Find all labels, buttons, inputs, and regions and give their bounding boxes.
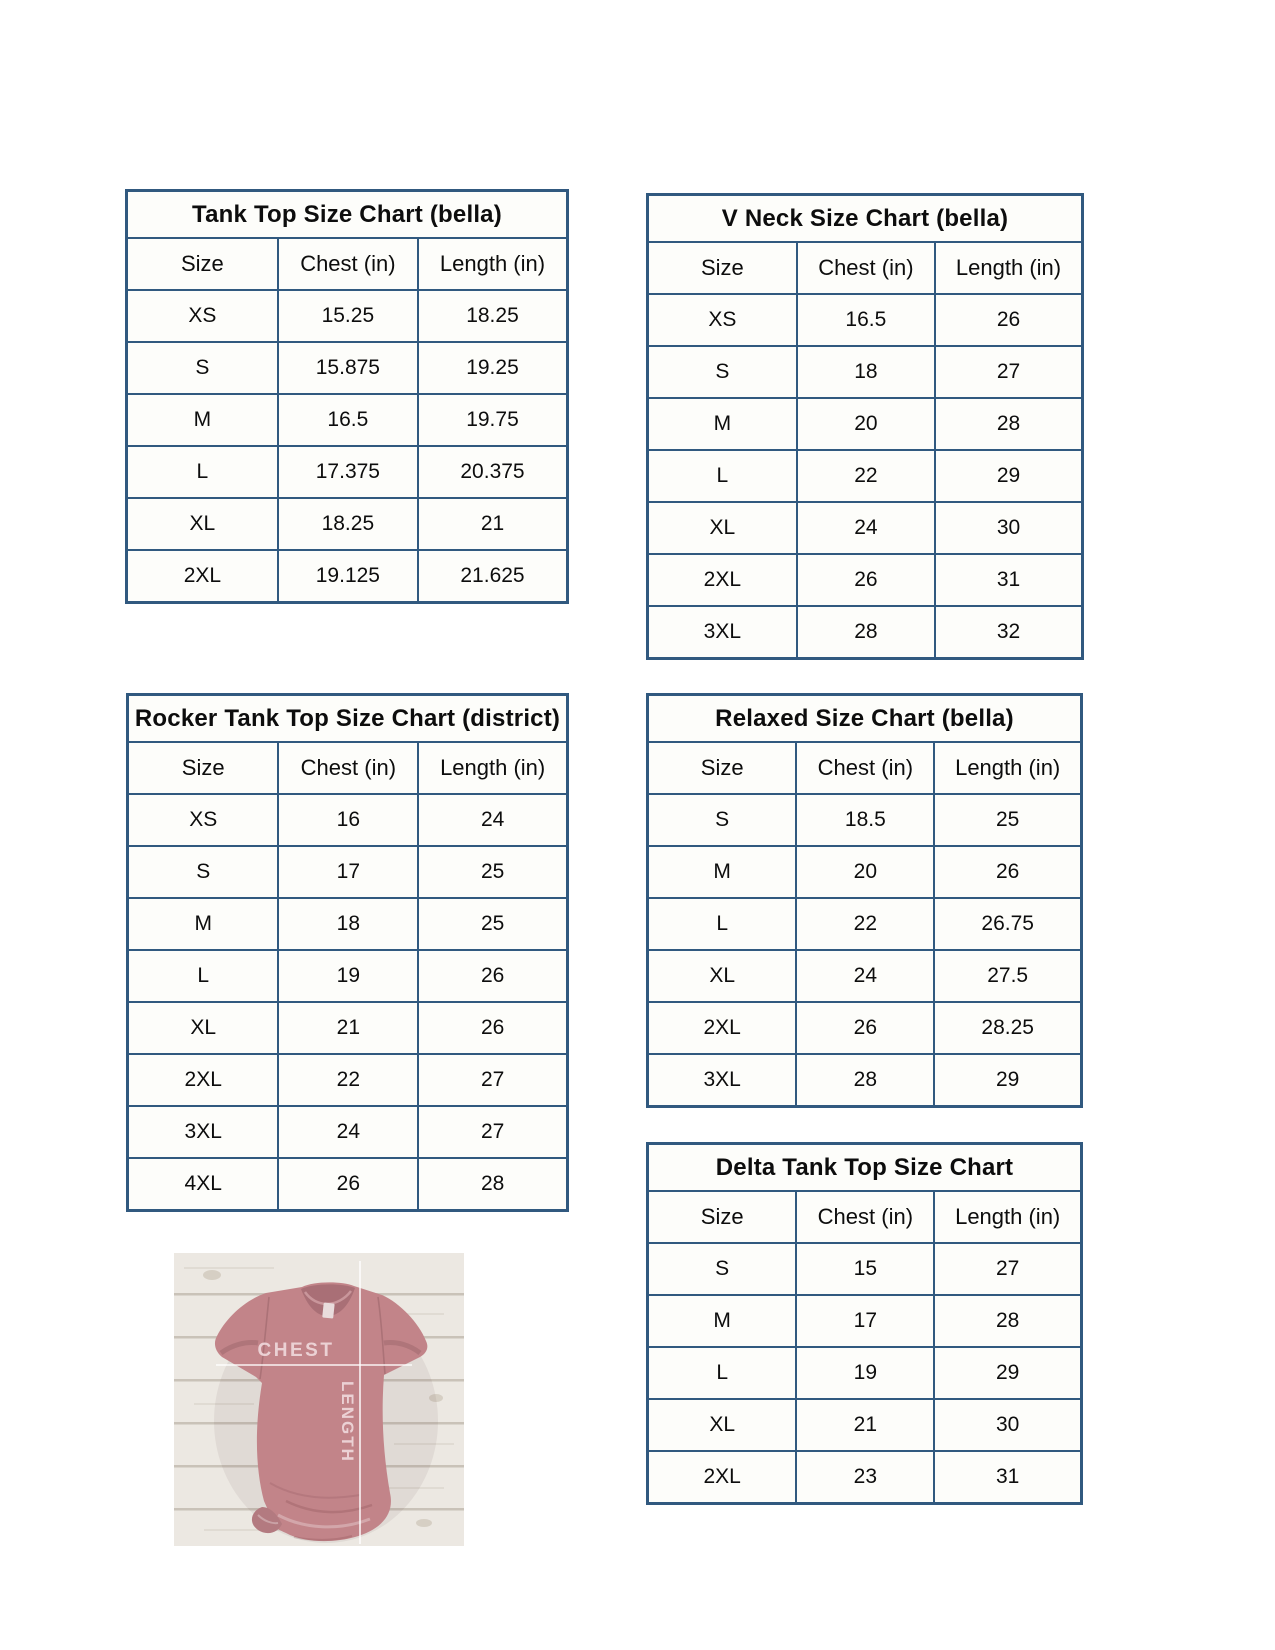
size-row	[127, 498, 568, 550]
table-title-row	[648, 1144, 1082, 1192]
size-cell: 2XL	[127, 550, 278, 603]
size-row	[648, 294, 1083, 346]
size-cell: 15	[796, 1243, 934, 1295]
size-cell: M	[127, 394, 278, 446]
size-cell: M	[648, 1295, 797, 1347]
size-row	[127, 550, 568, 603]
size-cell: 22	[797, 450, 935, 502]
size-row	[128, 898, 568, 950]
size-cell: 15.875	[278, 342, 418, 394]
length-label: LENGTH	[338, 1381, 357, 1463]
size-cell: 26	[934, 846, 1081, 898]
size-cell: 25	[934, 794, 1081, 846]
column-header: Length (in)	[935, 242, 1082, 294]
size-cell: 26	[278, 1158, 418, 1211]
tshirt-photo-graphic	[174, 1253, 464, 1546]
size-row	[128, 1054, 568, 1106]
size-cell: 21	[418, 498, 568, 550]
size-cell: 28	[797, 606, 935, 659]
size-cell: M	[648, 846, 797, 898]
size-cell: 27.5	[934, 950, 1081, 1002]
chest-label: CHEST	[257, 1340, 335, 1361]
size-row	[648, 1451, 1082, 1504]
column-header: Chest (in)	[796, 742, 934, 794]
size-cell: 29	[934, 1054, 1081, 1107]
size-cell: 26	[418, 1002, 567, 1054]
size-cell: 16.5	[797, 294, 935, 346]
size-cell: 27	[418, 1106, 567, 1158]
size-cell: 31	[934, 1451, 1081, 1504]
size-cell: S	[128, 846, 279, 898]
tshirt-measurement-photo	[174, 1253, 464, 1546]
column-header: Size	[648, 1191, 797, 1243]
size-cell: S	[648, 346, 797, 398]
size-cell: 18	[797, 346, 935, 398]
size-row	[648, 1002, 1082, 1054]
size-row	[648, 1399, 1082, 1451]
table-title-row	[127, 191, 568, 239]
size-cell: 32	[935, 606, 1082, 659]
column-header: Size	[127, 238, 278, 290]
size-cell: 19.25	[418, 342, 568, 394]
size-cell: 2XL	[648, 1002, 797, 1054]
size-row	[128, 1158, 568, 1211]
size-cell: 19.75	[418, 394, 568, 446]
size-cell: 2XL	[128, 1054, 279, 1106]
size-cell: 26	[797, 554, 935, 606]
size-cell: 2XL	[648, 1451, 797, 1504]
size-cell: 19	[278, 950, 418, 1002]
size-cell: 21	[796, 1399, 934, 1451]
table-title: Relaxed Size Chart (bella)	[648, 695, 1082, 743]
table-title-row	[648, 195, 1083, 243]
column-header: Size	[128, 742, 279, 794]
size-row	[648, 794, 1082, 846]
column-header-row	[648, 742, 1082, 794]
size-cell: 22	[796, 898, 934, 950]
size-cell: M	[648, 398, 797, 450]
table-title: Tank Top Size Chart (bella)	[127, 191, 568, 239]
size-row	[648, 898, 1082, 950]
size-row	[127, 446, 568, 498]
size-cell: 18	[278, 898, 418, 950]
size-cell: 23	[796, 1451, 934, 1504]
column-header-row	[648, 1191, 1082, 1243]
size-cell: 19	[796, 1347, 934, 1399]
size-cell: S	[648, 794, 797, 846]
size-cell: 18.25	[278, 498, 418, 550]
size-cell: XL	[128, 1002, 279, 1054]
size-cell: 21	[278, 1002, 418, 1054]
size-cell: 27	[418, 1054, 567, 1106]
table-title: Delta Tank Top Size Chart	[648, 1144, 1082, 1192]
size-cell: 24	[278, 1106, 418, 1158]
column-header: Size	[648, 242, 797, 294]
size-cell: 17	[278, 846, 418, 898]
size-cell: 18.5	[796, 794, 934, 846]
size-cell: 28	[796, 1054, 934, 1107]
column-header: Chest (in)	[797, 242, 935, 294]
size-cell: 3XL	[648, 1054, 797, 1107]
size-row	[648, 1054, 1082, 1107]
column-header-row	[648, 242, 1083, 294]
size-cell: 26.75	[934, 898, 1081, 950]
size-cell: 20.375	[418, 446, 568, 498]
size-cell: 17	[796, 1295, 934, 1347]
size-cell: XS	[648, 294, 797, 346]
size-cell: L	[127, 446, 278, 498]
size-cell: S	[648, 1243, 797, 1295]
size-cell: 27	[934, 1243, 1081, 1295]
size-row	[127, 290, 568, 342]
size-cell: L	[128, 950, 279, 1002]
column-header: Size	[648, 742, 797, 794]
size-cell: 19.125	[278, 550, 418, 603]
size-cell: 28	[934, 1295, 1081, 1347]
size-cell: 4XL	[128, 1158, 279, 1211]
size-cell: XL	[648, 950, 797, 1002]
column-header: Length (in)	[934, 1191, 1081, 1243]
size-cell: 30	[934, 1399, 1081, 1451]
size-row	[648, 1295, 1082, 1347]
size-cell: 3XL	[648, 606, 797, 659]
size-cell: L	[648, 450, 797, 502]
size-row	[128, 846, 568, 898]
size-cell: 20	[796, 846, 934, 898]
column-header: Chest (in)	[278, 238, 418, 290]
size-cell: 29	[935, 450, 1082, 502]
size-cell: L	[648, 898, 797, 950]
size-cell: 30	[935, 502, 1082, 554]
size-row	[128, 950, 568, 1002]
size-row	[648, 1347, 1082, 1399]
size-cell: 22	[278, 1054, 418, 1106]
table-title-row	[648, 695, 1082, 743]
size-cell: 16.5	[278, 394, 418, 446]
table-title: Rocker Tank Top Size Chart (district)	[128, 695, 568, 743]
size-cell: 16	[278, 794, 418, 846]
size-row	[648, 502, 1083, 554]
column-header-row	[127, 238, 568, 290]
column-header: Chest (in)	[796, 1191, 934, 1243]
size-row	[648, 346, 1083, 398]
size-cell: XL	[648, 502, 797, 554]
size-row	[128, 1106, 568, 1158]
size-row	[648, 1243, 1082, 1295]
relaxed-size-table	[646, 693, 1083, 1108]
size-cell: 25	[418, 898, 567, 950]
size-cell: 27	[935, 346, 1082, 398]
size-row	[127, 394, 568, 446]
table-title: V Neck Size Chart (bella)	[648, 195, 1083, 243]
size-cell: L	[648, 1347, 797, 1399]
size-cell: 20	[797, 398, 935, 450]
tank-top-size-table	[125, 189, 569, 604]
size-cell: 28.25	[934, 1002, 1081, 1054]
table-title-row	[128, 695, 568, 743]
column-header: Length (in)	[418, 742, 567, 794]
v-neck-size-table	[646, 193, 1084, 660]
size-cell: XL	[127, 498, 278, 550]
size-row	[648, 450, 1083, 502]
size-cell: M	[128, 898, 279, 950]
size-cell: XL	[648, 1399, 797, 1451]
size-cell: 24	[418, 794, 567, 846]
column-header: Length (in)	[934, 742, 1081, 794]
column-header: Length (in)	[418, 238, 568, 290]
size-row	[648, 606, 1083, 659]
size-row	[127, 342, 568, 394]
size-row	[128, 1002, 568, 1054]
size-cell: 17.375	[278, 446, 418, 498]
size-cell: 29	[934, 1347, 1081, 1399]
size-row	[648, 846, 1082, 898]
size-cell: 15.25	[278, 290, 418, 342]
size-cell: 26	[935, 294, 1082, 346]
rocker-tank-top-size-table	[126, 693, 569, 1212]
size-row	[648, 950, 1082, 1002]
size-cell: 24	[797, 502, 935, 554]
size-cell: 3XL	[128, 1106, 279, 1158]
size-cell: 25	[418, 846, 567, 898]
delta-tank-top-size-table	[646, 1142, 1083, 1505]
size-row	[648, 398, 1083, 450]
size-cell: S	[127, 342, 278, 394]
size-row	[648, 554, 1083, 606]
size-cell: XS	[128, 794, 279, 846]
size-cell: 18.25	[418, 290, 568, 342]
size-cell: 31	[935, 554, 1082, 606]
size-cell: 28	[935, 398, 1082, 450]
column-header-row	[128, 742, 568, 794]
column-header: Chest (in)	[278, 742, 418, 794]
size-row	[128, 794, 568, 846]
size-cell: 26	[418, 950, 567, 1002]
size-cell: XS	[127, 290, 278, 342]
size-cell: 28	[418, 1158, 567, 1211]
size-cell: 21.625	[418, 550, 568, 603]
size-cell: 24	[796, 950, 934, 1002]
size-cell: 26	[796, 1002, 934, 1054]
size-cell: 2XL	[648, 554, 797, 606]
